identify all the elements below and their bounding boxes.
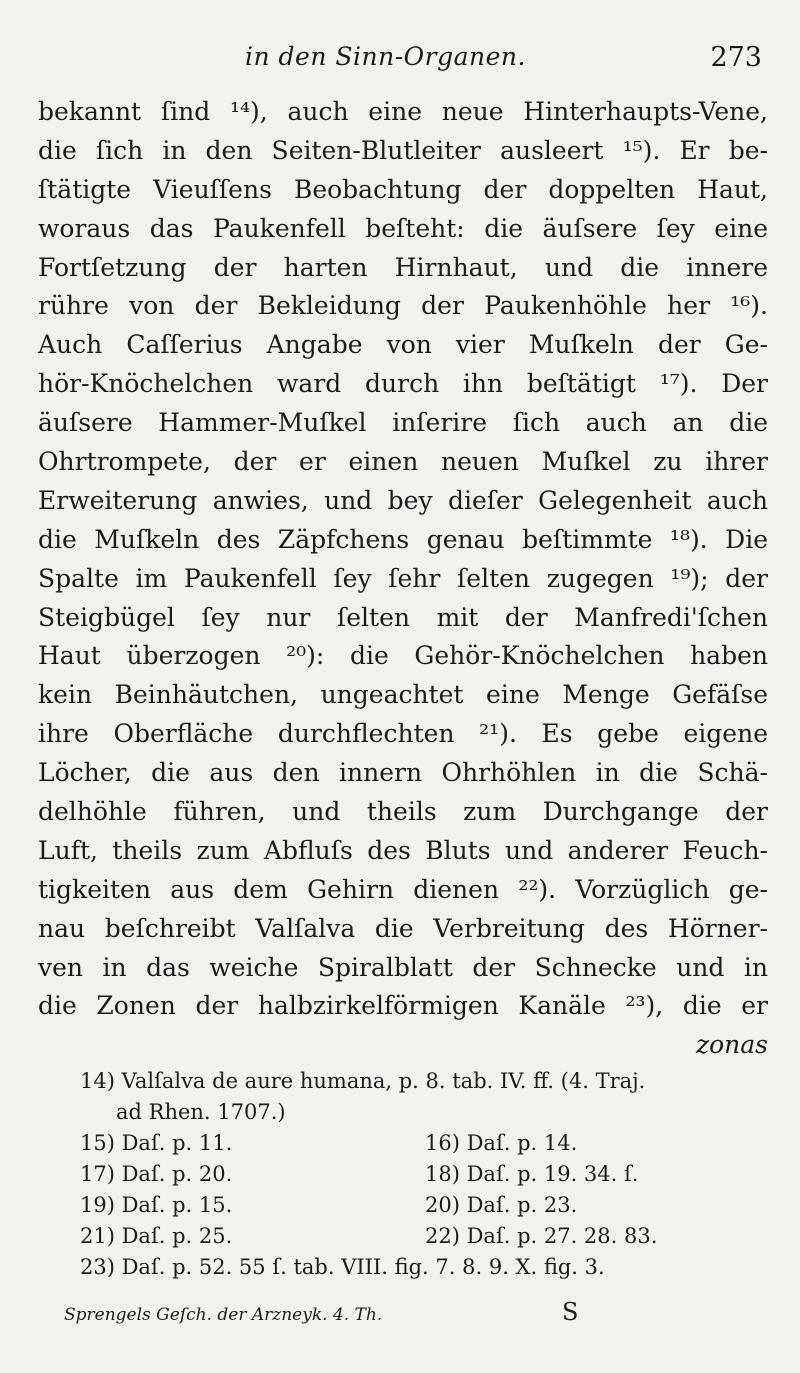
text-line: die ſich in den Seiten-Blutleiter ausleert ¹⁵). Er be- [38, 135, 768, 165]
footnote-20: 20) Daſ. p. 23. [425, 1193, 578, 1217]
body-text [38, 93, 768, 1065]
text-line: Erweiterung anwies, und bey dieſer Gelegenheit auch [38, 485, 768, 515]
footnote-15: 15) Daſ. p. 11. [80, 1131, 233, 1155]
footnotes [80, 1066, 770, 1283]
running-title: in den Sinn-Organen. [245, 42, 526, 71]
signature-mark: S [562, 1298, 579, 1326]
footnote-row [80, 1190, 770, 1221]
footnote-18: 18) Daſ. p. 19. 34. ſ. [425, 1162, 639, 1186]
text-line: Fortſetzung der harten Hirnhaut, und die innere [38, 252, 768, 282]
text-line: Spalte im Paukenfell ſey ſehr ſelten zugegen ¹⁹); der [38, 563, 768, 593]
footnote-16: 16) Daſ. p. 14. [425, 1131, 578, 1155]
text-line: delhöhle führen, und theils zum Durchgange der [38, 797, 768, 827]
text-line: Auch Caſſerius Angabe von vier Muſkeln der Ge- [38, 330, 768, 360]
text-line: ihre Oberfläche durchflechten ²¹). Es gebe eigene [38, 719, 768, 749]
footnote-row [80, 1128, 770, 1159]
text-line: die Muſkeln des Zäpfchens genau beſtimmte ¹⁸). Die [38, 524, 768, 554]
text-line: ſtätigte Vieuſſens Beobachtung der doppelten Haut, [38, 174, 768, 204]
footnote-21: 21) Daſ. p. 25. [80, 1224, 233, 1248]
footnote-19: 19) Daſ. p. 15. [80, 1193, 233, 1217]
text-line: Löcher, die aus den innern Ohrhöhlen in die Schä- [38, 758, 768, 788]
text-line: rühre von der Bekleidung der Paukenhöhle her ¹⁶). [38, 291, 768, 321]
text-line: hör-Knöchelchen ward durch ihn beſtätigt ¹⁷). Der [38, 369, 768, 399]
footnote-row [80, 1159, 770, 1190]
text-line: woraus das Paukenfell beſteht: die äuſsere ſey eine [38, 213, 768, 243]
text-line: die Zonen der halbzirkelförmigen Kanäle ²³), die er [38, 991, 768, 1021]
text-line: Luft, theils zum Abfluſs des Bluts und anderer Feuch- [38, 835, 768, 865]
footnote-row [80, 1221, 770, 1252]
text-line: Ohrtrompete, der er einen neuen Muſkel zu ihrer [38, 447, 768, 477]
catchword: zonas [695, 1030, 768, 1060]
text-line: Steigbügel ſey nur ſelten mit der Manfredi'ſchen [38, 602, 768, 632]
printer-signature: Sprengels Geſch. der Arzneyk. 4. Th. [64, 1305, 383, 1325]
text-line: bekannt ſind ¹⁴), auch eine neue Hinterhaupts-Vene, [38, 97, 768, 126]
running-head [0, 40, 800, 80]
footnote-14: 14) Valſalva de aure humana, p. 8. tab. IV. ff. (4. Traj. [80, 1069, 646, 1093]
text-line: nau beſchreibt Valſalva die Verbreitung des Hörner- [38, 913, 768, 943]
footnote-23: 23) Daſ. p. 52. 55 ſ. tab. VIII. fig. 7. 8. 9. X. fig. 3. [80, 1255, 605, 1279]
page-number: 273 [710, 42, 762, 73]
text-line: Haut überzogen ²⁰): die Gehör-Knöchelchen haben [38, 641, 768, 671]
footnote-17: 17) Daſ. p. 20. [80, 1162, 233, 1186]
footnote-14-continued: ad Rhen. 1707.) [116, 1100, 286, 1124]
text-line: ven in das weiche Spiralblatt der Schnecke und in [38, 952, 768, 982]
footnote-22: 22) Daſ. p. 27. 28. 83. [425, 1224, 658, 1248]
text-line: kein Beinhäutchen, ungeachtet eine Menge Gefäſse [38, 680, 768, 710]
text-line: tigkeiten aus dem Gehirn dienen ²²). Vorzüglich ge- [38, 874, 768, 904]
text-line: äuſsere Hammer-Muſkel inſerire ſich auch an die [38, 408, 768, 438]
